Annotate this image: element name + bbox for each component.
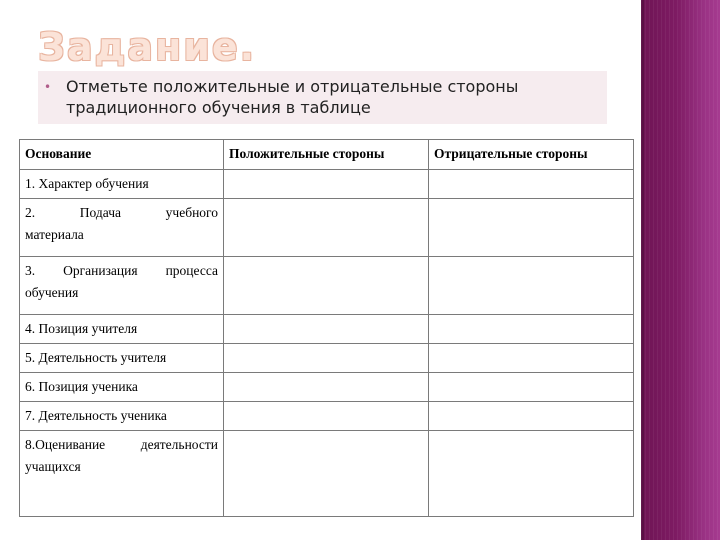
slide-title: Задание. — [38, 25, 257, 69]
row-label — [20, 199, 224, 257]
row-label — [20, 402, 224, 431]
row-label-line-1: 3. Организация процесса — [25, 263, 218, 278]
row-label — [20, 373, 224, 402]
negative-cell[interactable] — [429, 315, 634, 344]
row-label — [20, 431, 224, 517]
negative-cell[interactable] — [429, 170, 634, 199]
row-label-line-1: 8.Оценивание деятельности — [25, 437, 218, 452]
negative-cell[interactable] — [429, 199, 634, 257]
positive-cell[interactable] — [224, 344, 429, 373]
table-row — [20, 170, 634, 199]
comparison-table — [19, 139, 634, 517]
row-label-text: 5. Деятельность учителя — [25, 350, 167, 365]
row-label-line-2: материала — [25, 227, 84, 242]
row-label-text: 6. Позиция ученика — [25, 379, 138, 394]
row-label-text: 4. Позиция учителя — [25, 321, 138, 336]
table-row — [20, 402, 634, 431]
task-text — [66, 76, 596, 118]
negative-cell[interactable] — [429, 402, 634, 431]
table-row — [20, 431, 634, 517]
positive-cell[interactable] — [224, 373, 429, 402]
negative-cell[interactable] — [429, 344, 634, 373]
row-label — [20, 257, 224, 315]
negative-cell[interactable] — [429, 431, 634, 517]
bullet-icon: • — [44, 80, 52, 94]
table-row — [20, 344, 634, 373]
row-label — [20, 170, 224, 199]
row-label — [20, 344, 224, 373]
task-box — [38, 71, 607, 124]
negative-cell[interactable] — [429, 257, 634, 315]
negative-cell[interactable] — [429, 373, 634, 402]
positive-cell[interactable] — [224, 170, 429, 199]
table-row — [20, 257, 634, 315]
row-label-line-1: 2. Подача учебного — [25, 205, 218, 220]
task-line-1: Отметьте положительные и отрицательные стороны — [66, 77, 519, 96]
row-label-line-2: учащихся — [25, 459, 81, 474]
header-negative: Отрицательные стороны — [429, 140, 634, 170]
positive-cell[interactable] — [224, 315, 429, 344]
positive-cell[interactable] — [224, 431, 429, 517]
table-header-row — [20, 140, 634, 170]
row-label-text: 1. Характер обучения — [25, 176, 149, 191]
header-positive: Положительные стороны — [224, 140, 429, 170]
table-row — [20, 199, 634, 257]
table-row — [20, 315, 634, 344]
task-line-2: традиционного обучения в таблице — [66, 98, 371, 117]
row-label-text: 7. Деятельность ученика — [25, 408, 167, 423]
row-label-line-2: обучения — [25, 285, 79, 300]
positive-cell[interactable] — [224, 402, 429, 431]
positive-cell[interactable] — [224, 199, 429, 257]
header-basis: Основание — [20, 140, 224, 170]
decorative-side-band — [641, 0, 720, 540]
positive-cell[interactable] — [224, 257, 429, 315]
table-row — [20, 373, 634, 402]
row-label — [20, 315, 224, 344]
